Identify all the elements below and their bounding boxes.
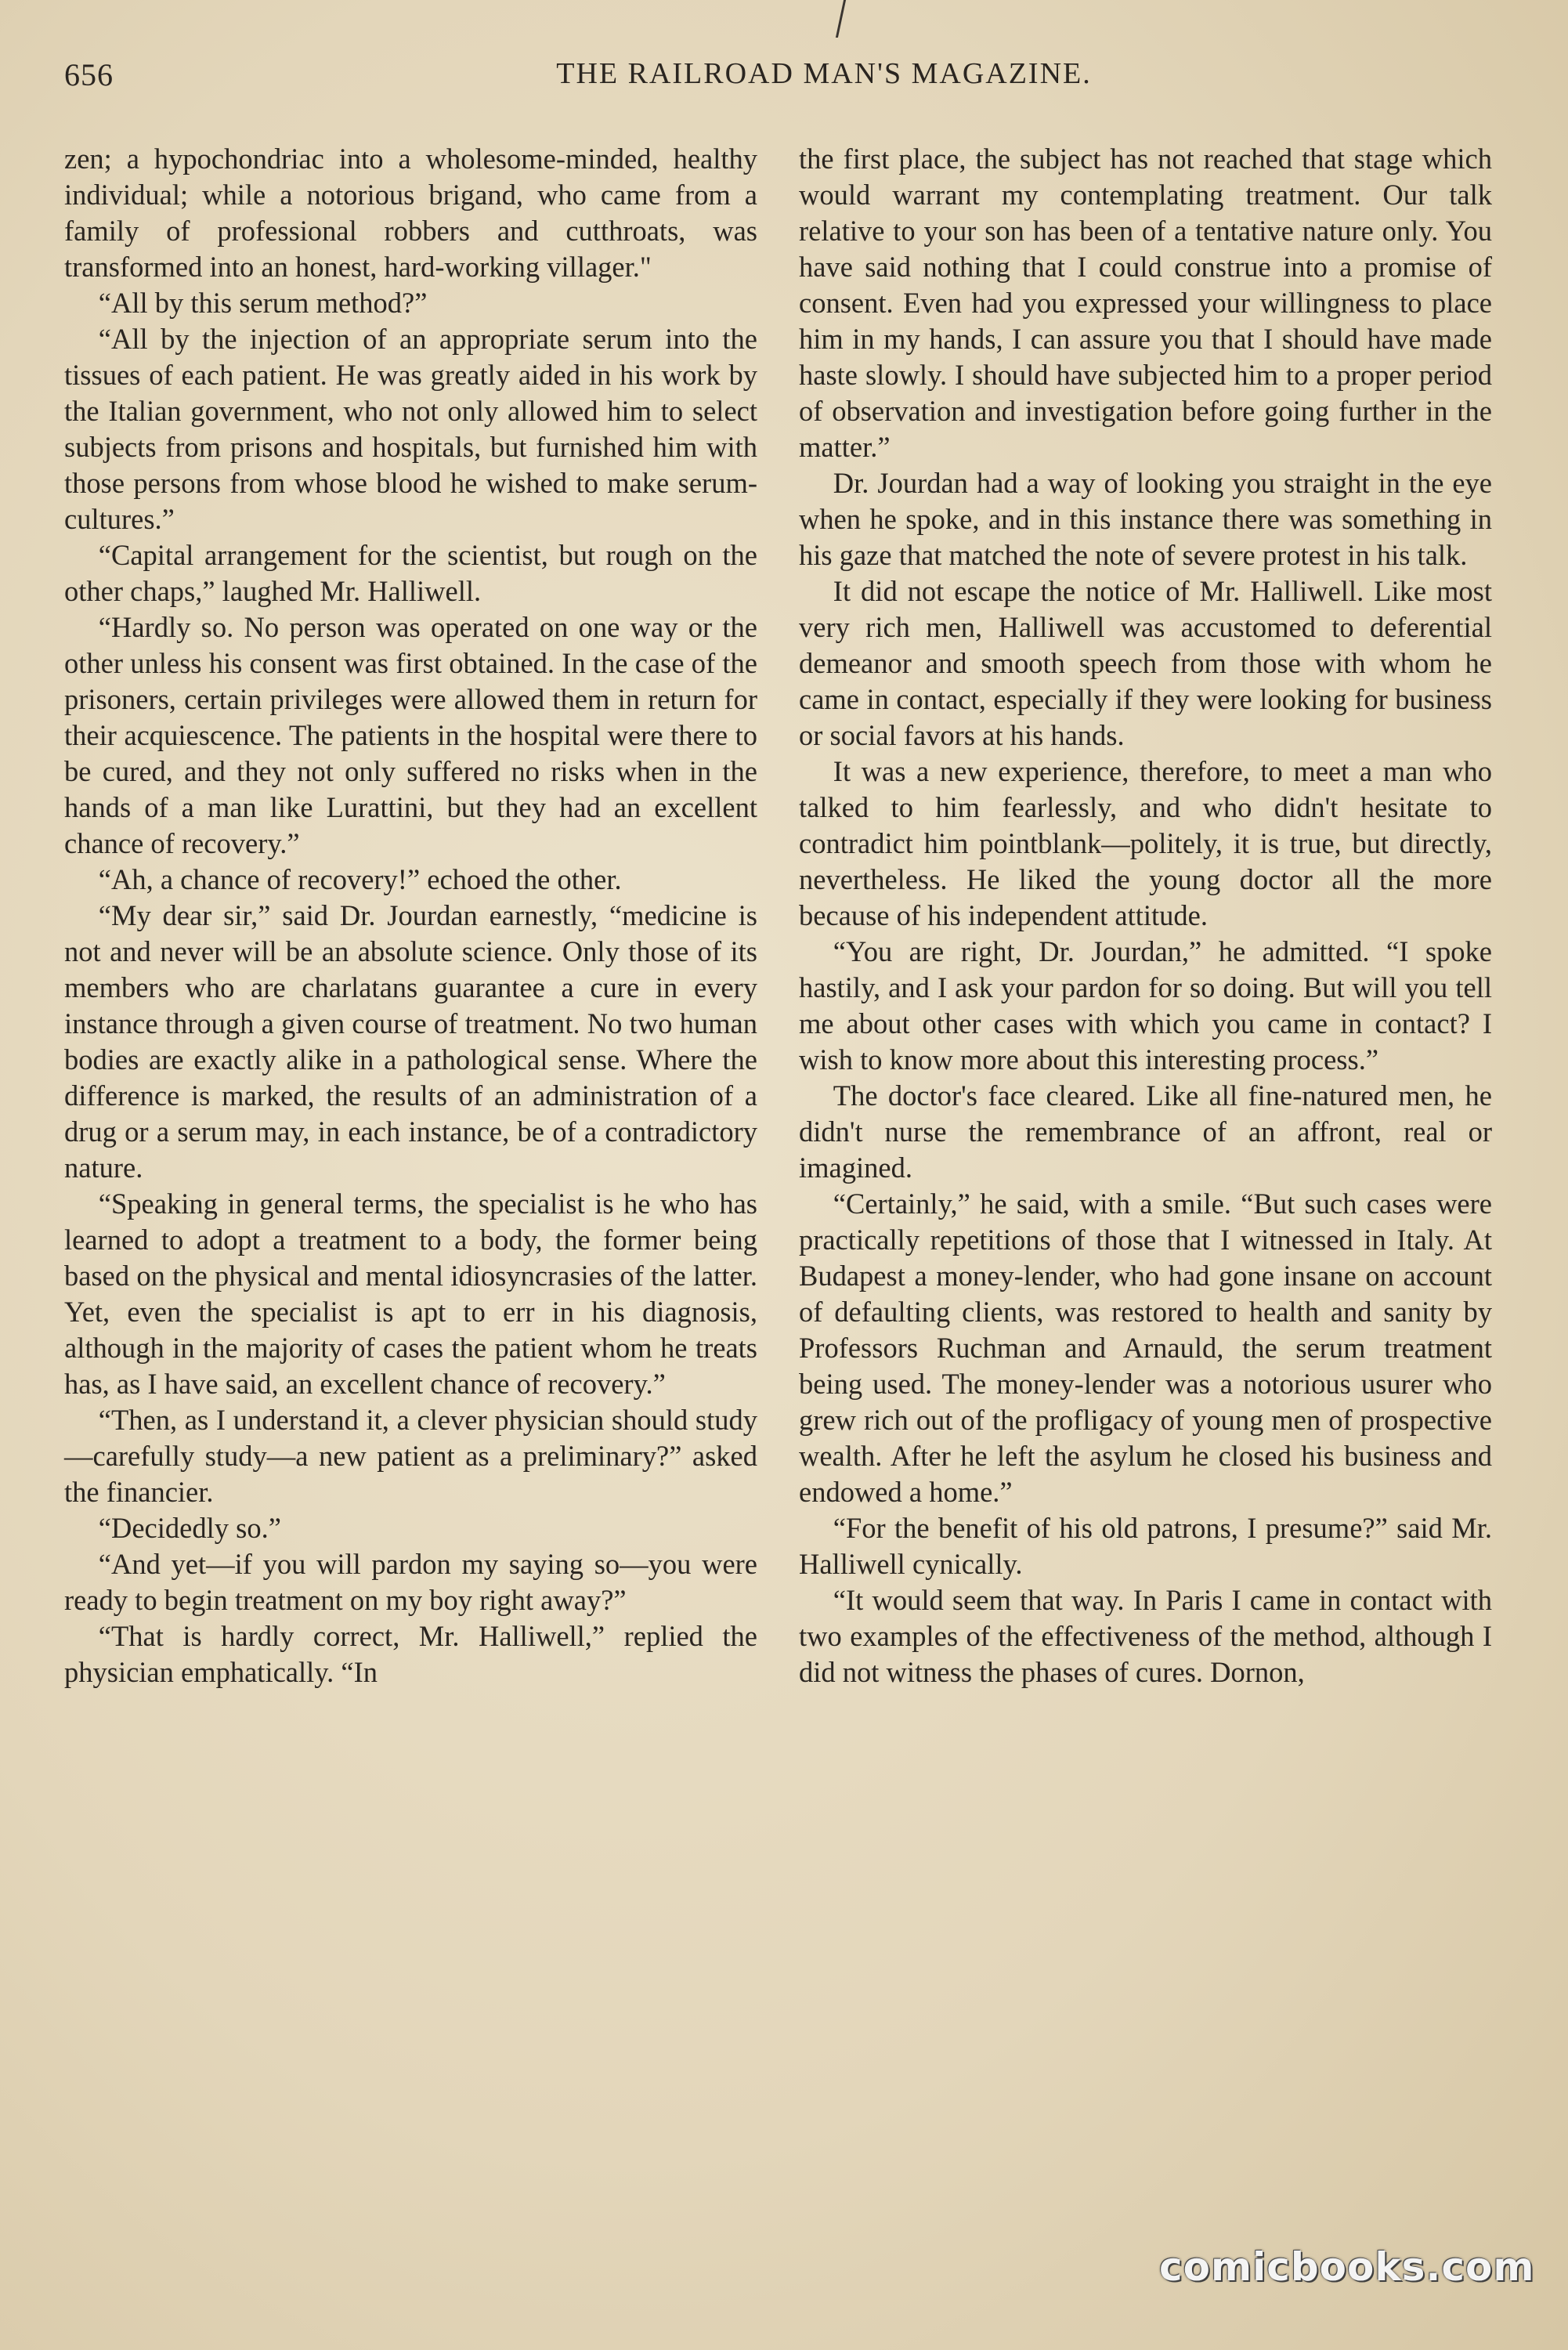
page-number: 656 <box>64 57 114 92</box>
paragraph: “All by this serum method?” <box>98 287 428 319</box>
paragraph: “You are right, Dr. Jourdan,” he admitted. “I spoke hastily, and I ask your pardon for so doing. But will you tell me about other cases with which you came in contact? I wish to know more about this interesting process.” <box>799 935 1492 1076</box>
page-header <box>64 56 1537 103</box>
paragraph: Dr. Jourdan had a way of looking you straight in the eye when he spoke, and in this instance there was something in his gaze that matched the note of severe protest in his talk. <box>799 467 1492 571</box>
paragraph: It was a new experience, therefore, to meet a man who talked to him fearlessly, and who didn't hesitate to contradict him pointblank—politely, it is true, but directly, nevertheless. He liked the young doctor all the more because of his independent attitude. <box>799 755 1492 931</box>
paragraph: The doctor's face cleared. Like all fine-natured men, he didn't nurse the remembrance of an affront, real or imagined. <box>799 1079 1492 1184</box>
watermark-logo: comicbooks.com <box>1159 2244 1535 2290</box>
paragraph: “All by the injection of an appropriate serum into the tissues of each patient. He was greatly aided in his work by the Italian government, who not only allowed him to select subjects from prisons and hospitals, but furnished him with those persons from whose blood he wished to make serum-cultures.” <box>64 323 757 535</box>
paragraph: “For the benefit of his old patrons, I presume?” said Mr. Halliwell cynically. <box>799 1512 1492 1580</box>
paragraph: “My dear sir,” said Dr. Jourdan earnestly, “medicine is not and never will be an absolute science. Only those of its members who are charlatans guarantee a cure in every instance through a given course of treatment. No two human bodies are exactly alike in a pathological sense. Where the difference is marked, the results of an administration of a drug or a serum may, in each instance, be of a contradictory nature. <box>64 899 757 1184</box>
paragraph: “And yet—if you will pardon my saying so—you were ready to begin treatment on my boy right away?” <box>64 1548 757 1616</box>
paragraph: “That is hardly correct, Mr. Halliwell,” replied the physician emphatically. “In <box>64 1620 757 1688</box>
paragraph: the first place, the subject has not reached that stage which would warrant my contemplating treatment. Our talk relative to your son has been of a tentative nature only. You have said nothing that I could construe into a promise of consent. Even had you expressed your willingness to place him in my hands, I can assure you that I should have made haste slowly. I should have subjected him to a proper period of observation and investigation before going further in the matter.” <box>799 143 1492 463</box>
ink-mark <box>836 0 851 38</box>
left-column <box>64 141 757 1690</box>
paragraph: “Decidedly so.” <box>98 1512 281 1544</box>
paragraph: It did not escape the notice of Mr. Halliwell. Like most very rich men, Halliwell was accustomed to deferential demeanor and smooth speech from those with whom he came in contact, especially if they were looking for business or social favors at his hands. <box>799 575 1492 751</box>
paragraph: “Hardly so. No person was operated on one way or the other unless his consent was first obtained. In the case of the prisoners, certain privileges were allowed them in return for their acquiescence. The patients in the hospital were there to be cured, and they not only suffered no risks when in the hands of a man like Lurattini, but they had an excellent chance of recovery.” <box>64 611 757 859</box>
paragraph: “Capital arrangement for the scientist, but rough on the other chaps,” laughed Mr. Halliwell. <box>64 539 757 607</box>
paragraph: “Certainly,” he said, with a smile. “But such cases were practically repetitions of those that I witnessed in Italy. At Budapest a money-lender, who had gone insane on account of defaulting clients, was restored to health and sanity by Professors Ruchman and Arnauld, the serum treatment being used. The money-lender was a notorious usurer who grew rich out of the profligacy of young men of prospective wealth. After he left the asylum he closed his business and endowed a home.” <box>799 1188 1492 1508</box>
paragraph: “Then, as I understand it, a clever physician should study—carefully study—a new patient as a preliminary?” asked the financier. <box>64 1404 757 1508</box>
paragraph: zen; a hypochondriac into a wholesome-minded, healthy individual; while a notorious brigand, who came from a family of professional robbers and cutthroats, was transformed into an honest, hard-working villager." <box>64 143 757 283</box>
paragraph: “Ah, a chance of recovery!” echoed the other. <box>98 863 622 895</box>
running-title: THE RAILROAD MAN'S MAGAZINE. <box>556 57 1092 90</box>
paragraph: “It would seem that way. In Paris I came in contact with two examples of the effectiveness of the method, although I did not witness the phases of cures. Dornon, <box>799 1584 1492 1688</box>
paragraph: “Speaking in general terms, the specialist is he who has learned to adopt a treatment to a body, the former being based on the physical and mental idiosyncrasies of the latter. Yet, even the specialist is apt to err in his diagnosis, although in the majority of cases the patient whom he treats has, as I have said, an excellent chance of recovery.” <box>64 1188 757 1400</box>
right-column <box>799 141 1492 1690</box>
